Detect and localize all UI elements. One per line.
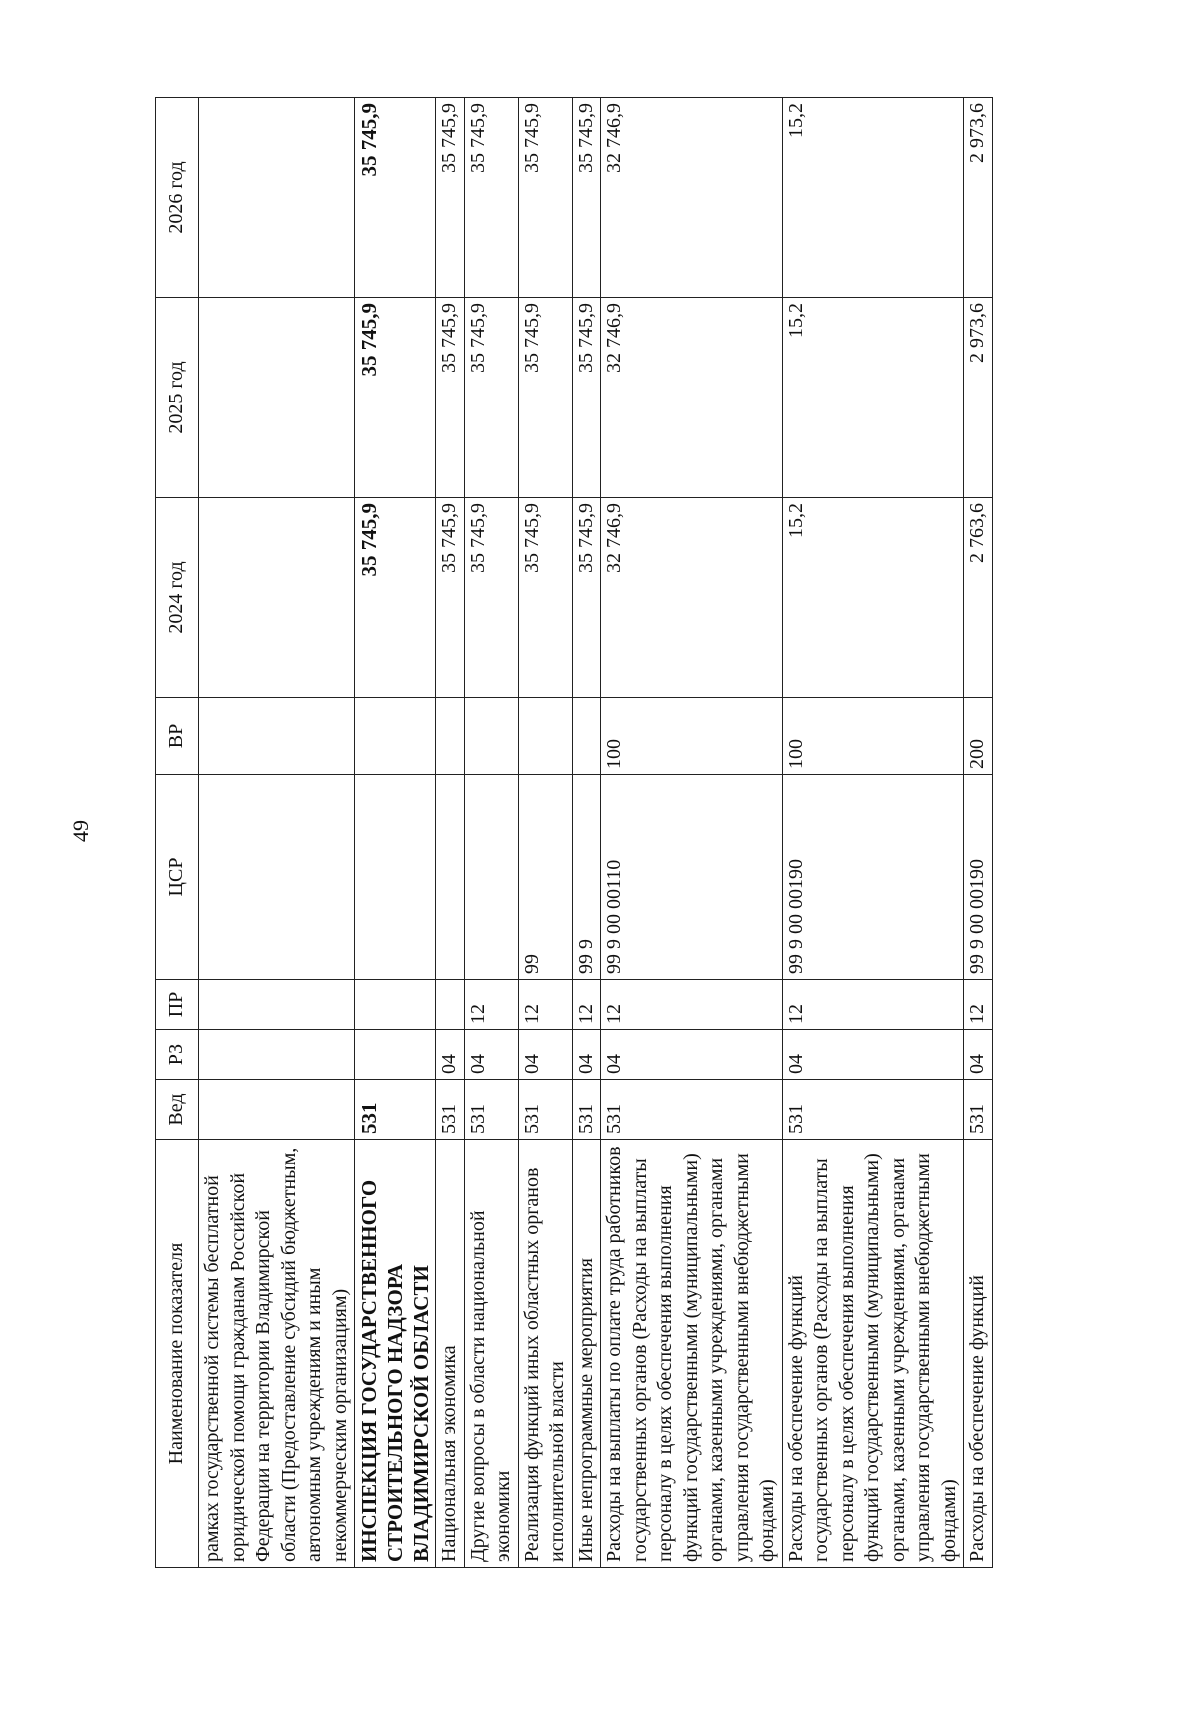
table-row: [601, 98, 783, 1568]
name-cell: Расходы на обеспечение функций: [964, 1140, 993, 1568]
budget-table: [155, 97, 993, 1568]
value-2024-cell: 35 745,9: [355, 498, 436, 698]
table-row: [355, 98, 436, 1568]
rz-cell: 04: [601, 1030, 783, 1080]
value-2025-cell: [199, 298, 355, 498]
header-pr: ПР: [156, 980, 199, 1030]
value-2025-cell: 32 746,9: [601, 298, 783, 498]
value-2024-cell: 2 763,6: [964, 498, 993, 698]
vr-cell: 200: [964, 698, 993, 775]
rz-cell: [355, 1030, 436, 1080]
header-rz: РЗ: [156, 1030, 199, 1080]
table-row: [964, 98, 993, 1568]
pr-cell: [199, 980, 355, 1030]
value-2024-cell: 15,2: [782, 498, 964, 698]
rotated-table-container: [155, 98, 993, 1568]
csr-cell: [436, 775, 465, 980]
pr-cell: 12: [964, 980, 993, 1030]
table-row: [782, 98, 964, 1568]
vr-cell: 100: [782, 698, 964, 775]
header-name: Наименование показателя: [156, 1140, 199, 1568]
value-2024-cell: 35 745,9: [464, 498, 518, 698]
vr-cell: [572, 698, 601, 775]
value-2026-cell: 35 745,9: [355, 98, 436, 298]
name-cell: Национальная экономика: [436, 1140, 465, 1568]
name-cell: ИНСПЕКЦИЯ ГОСУДАРСТВЕННОГО СТРОИТЕЛЬНОГО НАДЗОРА ВЛАДИМИРСКОЙ ОБЛАСТИ: [355, 1140, 436, 1568]
rz-cell: 04: [964, 1030, 993, 1080]
table-row: [436, 98, 465, 1568]
header-ved: Вед: [156, 1080, 199, 1140]
name-cell: рамках государственной системы бесплатной юридической помощи гражданам Российской Федерации на территории Владимирской области (Предоставление субсидий бюджетным, автономным учреждениям и иным некоммерческим организациям): [199, 1140, 355, 1568]
value-2026-cell: 35 745,9: [572, 98, 601, 298]
name-cell: Расходы на выплаты по оплате труда работников государственных органов (Расходы на выплаты персоналу в целях обеспечения выполнения функций государственными (муниципальными) органами, казенными учреждениями, органами управления государственными внебюджетными фондами): [601, 1140, 783, 1568]
pr-cell: 12: [601, 980, 783, 1030]
rz-cell: 04: [572, 1030, 601, 1080]
ved-cell: 531: [355, 1080, 436, 1140]
value-2026-cell: 35 745,9: [436, 98, 465, 298]
value-2025-cell: 35 745,9: [355, 298, 436, 498]
csr-cell: 99: [518, 775, 572, 980]
header-csr: ЦСР: [156, 775, 199, 980]
csr-cell: 99 9: [572, 775, 601, 980]
csr-cell: [199, 775, 355, 980]
pr-cell: 12: [464, 980, 518, 1030]
csr-cell: 99 9 00 00110: [601, 775, 783, 980]
value-2025-cell: 2 973,6: [964, 298, 993, 498]
name-cell: Расходы на обеспечение функций государственных органов (Расходы на выплаты персоналу в целях обеспечения выполнения функций государственными (муниципальными) органами, казенными учреждениями, органами управления государственными внебюджетными фондами): [782, 1140, 964, 1568]
value-2025-cell: 15,2: [782, 298, 964, 498]
table-body: [199, 98, 993, 1568]
table-row: [199, 98, 355, 1568]
table-row: [572, 98, 601, 1568]
ved-cell: [199, 1080, 355, 1140]
vr-cell: [355, 698, 436, 775]
ved-cell: 531: [601, 1080, 783, 1140]
vr-cell: 100: [601, 698, 783, 775]
csr-cell: 99 9 00 00190: [782, 775, 964, 980]
ved-cell: 531: [464, 1080, 518, 1140]
page-number: 49: [68, 820, 93, 842]
table-header-row: [156, 98, 199, 1568]
value-2026-cell: 2 973,6: [964, 98, 993, 298]
value-2026-cell: 35 745,9: [464, 98, 518, 298]
rz-cell: 04: [436, 1030, 465, 1080]
value-2024-cell: 35 745,9: [572, 498, 601, 698]
csr-cell: 99 9 00 00190: [964, 775, 993, 980]
rz-cell: 04: [782, 1030, 964, 1080]
header-2025: 2025 год: [156, 298, 199, 498]
value-2026-cell: 35 745,9: [518, 98, 572, 298]
value-2026-cell: 15,2: [782, 98, 964, 298]
rz-cell: 04: [518, 1030, 572, 1080]
value-2026-cell: 32 746,9: [601, 98, 783, 298]
name-cell: Иные непрограммные мероприятия: [572, 1140, 601, 1568]
ved-cell: 531: [964, 1080, 993, 1140]
csr-cell: [464, 775, 518, 980]
pr-cell: [436, 980, 465, 1030]
ved-cell: 531: [518, 1080, 572, 1140]
rz-cell: 04: [464, 1030, 518, 1080]
value-2025-cell: 35 745,9: [572, 298, 601, 498]
pr-cell: 12: [518, 980, 572, 1030]
pr-cell: [355, 980, 436, 1030]
value-2025-cell: 35 745,9: [436, 298, 465, 498]
ved-cell: 531: [572, 1080, 601, 1140]
value-2025-cell: 35 745,9: [464, 298, 518, 498]
table-row: [518, 98, 572, 1568]
vr-cell: [436, 698, 465, 775]
value-2026-cell: [199, 98, 355, 298]
rz-cell: [199, 1030, 355, 1080]
pr-cell: 12: [572, 980, 601, 1030]
value-2024-cell: [199, 498, 355, 698]
value-2024-cell: 35 745,9: [436, 498, 465, 698]
value-2024-cell: 35 745,9: [518, 498, 572, 698]
ved-cell: 531: [782, 1080, 964, 1140]
csr-cell: [355, 775, 436, 980]
value-2025-cell: 35 745,9: [518, 298, 572, 498]
vr-cell: [518, 698, 572, 775]
name-cell: Другие вопросы в области национальной экономики: [464, 1140, 518, 1568]
vr-cell: [199, 698, 355, 775]
ved-cell: 531: [436, 1080, 465, 1140]
name-cell: Реализация функций иных областных органов исполнительной власти: [518, 1140, 572, 1568]
header-vr: ВР: [156, 698, 199, 775]
header-2026: 2026 год: [156, 98, 199, 298]
header-2024: 2024 год: [156, 498, 199, 698]
pr-cell: 12: [782, 980, 964, 1030]
value-2024-cell: 32 746,9: [601, 498, 783, 698]
vr-cell: [464, 698, 518, 775]
table-row: [464, 98, 518, 1568]
